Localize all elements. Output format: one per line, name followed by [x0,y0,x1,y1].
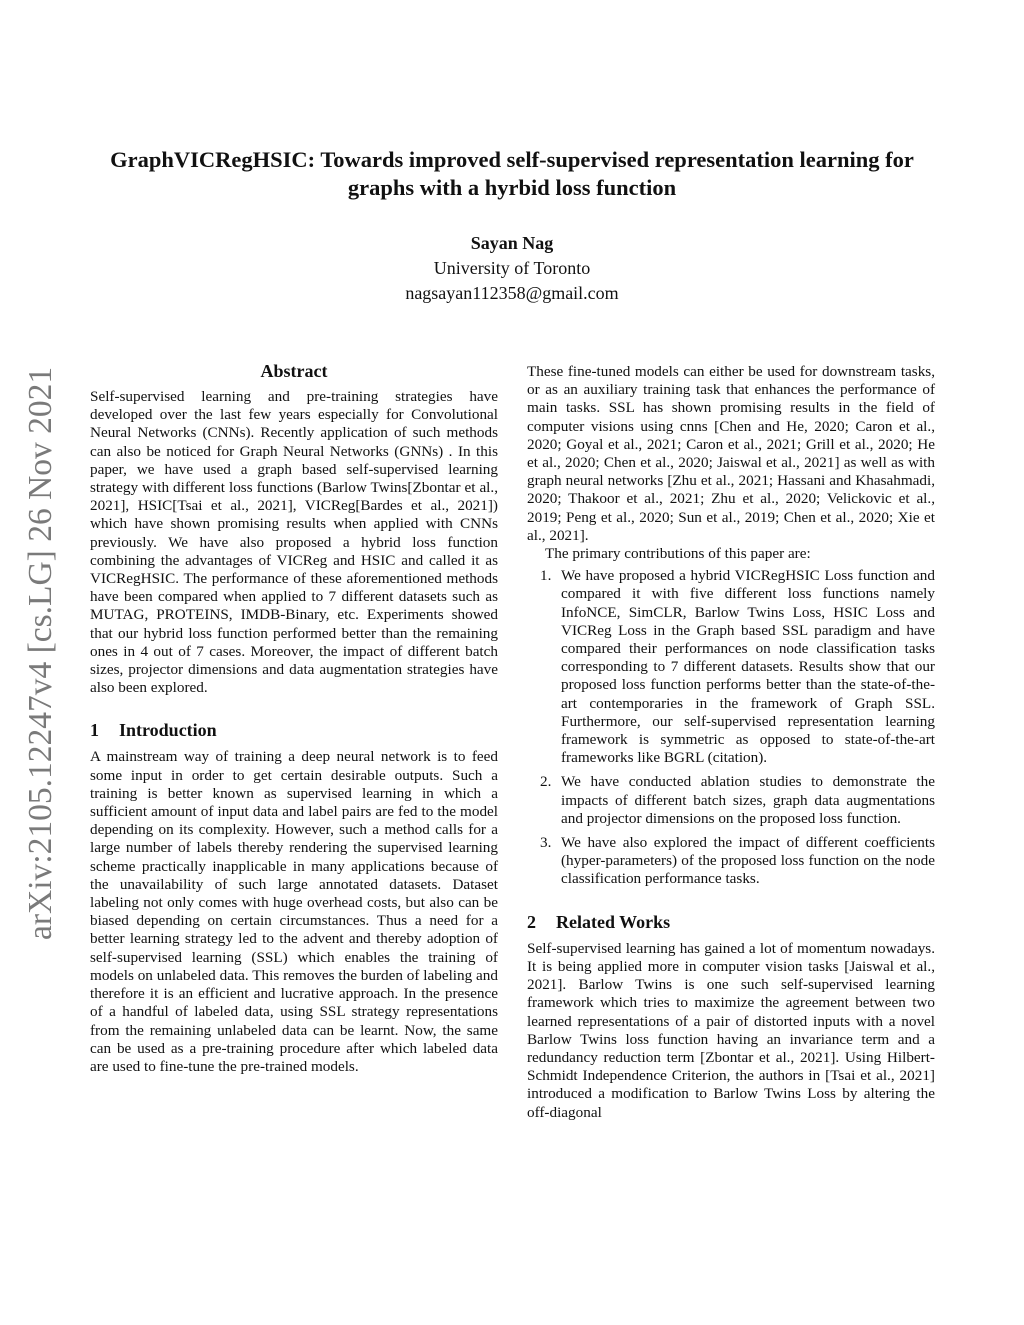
contributions-lead: The primary contributions of this paper are: [545,545,811,563]
related-works-heading [527,911,935,933]
introduction-heading [90,719,498,741]
contribution-text: We have conducted ablation studies to demonstrate the impacts of different batch sizes, graph data augmentations and projector dimensions on the proposed loss function. [561,773,935,827]
related-works-paragraph: Self-supervised learning has gained a lot of momentum nowadays. It is being applied more in computer vision tasks [Jaiswal et al., 2021]. Barlow Twins is one such self-supervised learning framework which tries to maximize the agreement between two learned representations of a pair of distorted inputs with a novel Barlow Twins loss function having an invariance term and a redundancy reduction term [Zbontar et al., 2021]. Using Hilbert-Schmidt Independence Criterion, the authors in [Tsai et al., 2021] introduced a modification to Barlow Twins Loss by altering the off-diagonal [527,939,935,1121]
abstract-text: Self-supervised learning and pre-training strategies have developed over the last few years especially for Convolutional Neural Networks (CNNs). Recently application of such methods can also be noticed for Graph Neural Networks (GNNs) . In this paper, we have used a graph based self-supervised learning strategy with different loss functions (Barlow Twins[Zbontar et al., 2021], HSIC[Tsai et al., 2021], VICReg[Bardes et al., 2021]) which have shown promising results when applied with CNNs previously. We have also proposed a hybrid loss function combining the advantages of VICReg and HSIC and called it as VICRegHSIC. The performance of these aforementioned methods have been compared when applied to 7 different datasets such as MUTAG, PROTEINS, IMDB-Binary, etc. Experiments showed that our hybrid loss function performed better than the remaining ones in 4 out of 7 cases. Moreover, the impact of different batch sizes, projector dimensions and data augmentation strategies have also been explored. [90,388,498,697]
contribution-text: We have also explored the impact of different coefficients (hyper-parameters) of the proposed loss function on the node classification performance tasks. [561,834,935,888]
introduction-title: Introduction [119,720,217,741]
contribution-item [527,567,935,767]
introduction-continuation: These fine-tuned models can either be used for downstream tasks, or as an auxiliary training task that enhances the performance of main tasks. SSL has shown promising results in the field of computer visions using cnns [Chen and He, 2020; Caron et al., 2020; Goyal et al., 2021; Caron et al., 2021; Grill et al., 2020; He et al., 2020; Chen et al., 2020; Jaiswal et al., 2021] as well as with graph neural networks [Zhu et al., 2021; Hassani and Khasahmadi, 2020; Thakoor et al., 2021; Zhu et al., 2020; Velickovic et al., 2019; Peng et al., 2020; Sun et al., 2019; Chen et al., 2020; Xie et al., 2021]. [527,363,935,544]
contribution-marker: 2. [540,773,552,791]
arxiv-identifier: arXiv:2105.12247v4 [cs.LG] 26 Nov 2021 [22,366,59,940]
author-name: Sayan Nag [470,233,554,253]
introduction-number: 1 [90,720,99,741]
contributions-list [527,567,935,888]
author-affiliation: University of Toronto [433,258,591,278]
introduction-paragraph: A mainstream way of training a deep neural network is to feed some input in order to get certain desirable outputs. Such a training is better known as supervised learning in which a sufficient amount of input data and label pairs are fed to the model depending on its complexity. However, such a method calls for a large number of labels thereby rendering the supervised learning scheme practically inapplicable in many applications because of the unavailability of such large annotated datasets. Dataset labeling not only comes with huge overhead costs, but also can be biased depending on certain circumstances. Thus a need for a better learning strategy led to the advent and thereby adoption of self-supervised learning (SSL) which enables the training of models on unlabeled data. This removes the burden of labeling and therefore it is an efficient and lucrative approach. In the presence of a handful of labeled data, using SSL strategy representations from the remaining unlabeled data can be learnt. Now, the same can be used as a pre-training procedure after which labeled data are used to fine-tune the pre-trained models. [90,748,498,1075]
contribution-marker: 1. [540,567,552,585]
contribution-item [527,834,935,889]
related-works-title: Related Works [556,911,671,932]
contribution-marker: 3. [540,834,552,852]
right-column [527,363,935,1122]
contribution-item [527,773,935,828]
paper-title: GraphVICRegHSIC: Towards improved self-supervised representation learning for graphs with a hyrbid loss function [110,147,914,200]
contribution-text: We have proposed a hybrid VICRegHSIC Loss function and compared it with five different loss functions namely InfoNCE, SimCLR, Barlow Twins Loss, HSIC Loss and VICReg Loss in the Graph based SSL paradigm and have compared their performances on node classification tasks corresponding to 7 different datasets. Results show that our proposed loss function performs better than the state-of-the-art contemporaries in the framework of Graph SSL. Furthermore, our self-supervised representation learning framework is symmetric as opposed to state-of-the-art frameworks like BGRL (citation). [561,567,935,767]
abstract-heading: Abstract [260,361,328,381]
author-email: nagsayan112358@gmail.com [405,283,619,303]
left-column [90,360,498,1076]
related-works-number: 2 [527,911,536,932]
